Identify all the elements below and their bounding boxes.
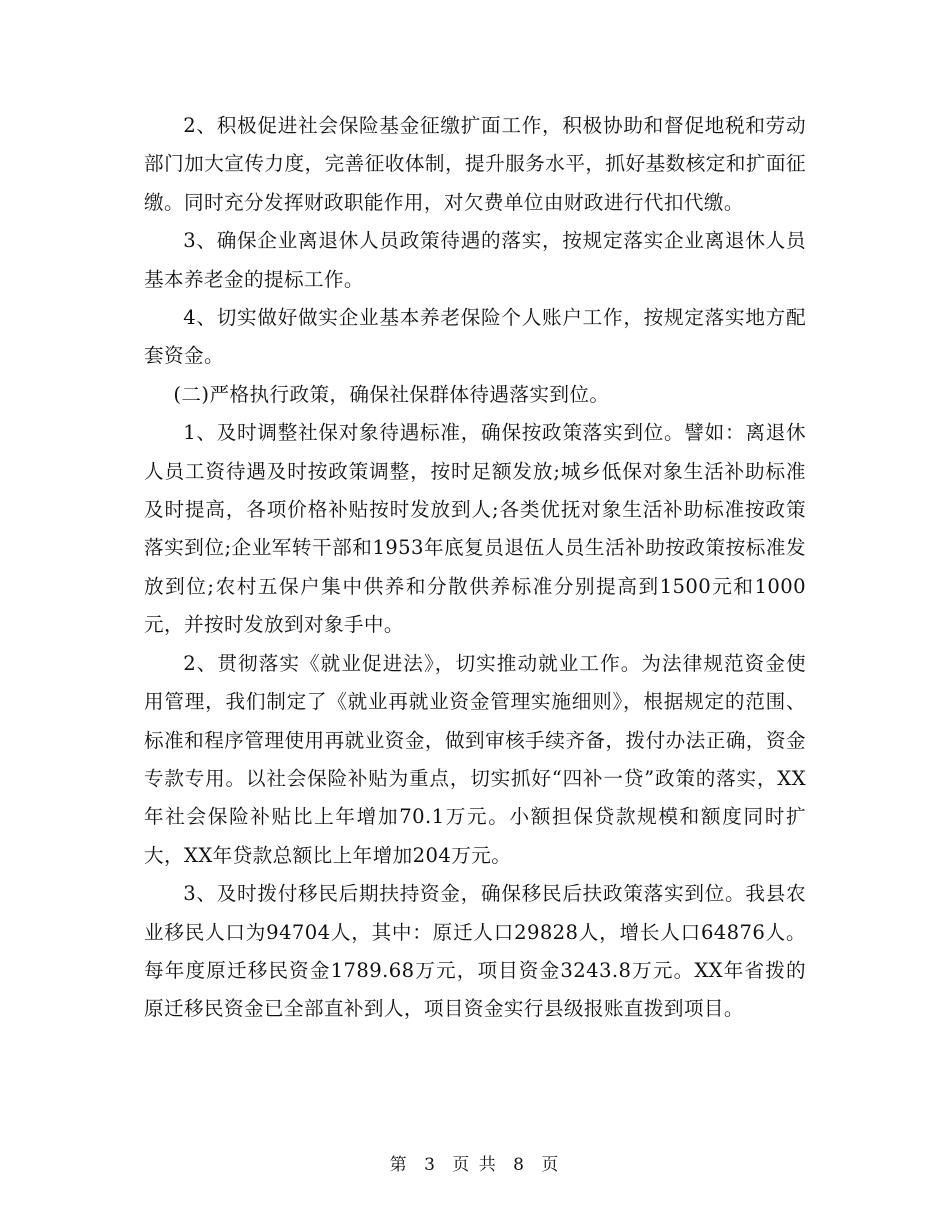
footer-middle: 页 共 (452, 1155, 498, 1175)
paragraph-item-3: 3、确保企业离退休人员政策待遇的落实，按规定落实企业离退休人员基本养老金的提标工作。 (144, 229, 806, 291)
total-pages: 8 (513, 1155, 526, 1175)
paragraph-subitem-1: 1、及时调整社保对象待遇标准，确保按政策落实到位。譬如：离退休人员工资待遇及时按政策调整，按时足额发放;城乡低保对象生活补助标准及时提高，各项价格补贴按时发放到人;各类优抚对象生活补助标准按政策落实到位;企业军转干部和1953年底复员退伍人员生活补助按政策按标准发放到位;农村五保户集中供养和分散供养标准分别提高到1500元和1000元，并按时发放到对象手中。 (144, 421, 806, 637)
paragraph-item-4: 4、切实做好做实企业基本养老保险个人账户工作，按规定落实地方配套资金。 (144, 306, 806, 368)
paragraph-subitem-2: 2、贯彻落实《就业促进法》，切实推动就业工作。为法律规范资金使用管理，我们制定了《就业再就业资金管理实施细则》，根据规定的范围、标准和程序管理使用再就业资金，做到审核手续齐备，拨付办法正确，资金专款专用。以社会保险补贴为重点，切实抓好“四补一贷”政策的落实，XX年社会保险补贴比上年增加70.1万元。小额担保贷款规模和额度同时扩大，XX年贷款总额比上年增加204万元。 (144, 651, 806, 867)
page-footer (0, 1150, 950, 1175)
section-heading: (二)严格执行政策，确保社保群体待遇落实到位。 (173, 382, 610, 406)
footer-suffix: 页 (541, 1155, 561, 1175)
page-number: 3 (424, 1155, 437, 1175)
footer-prefix: 第 (389, 1155, 409, 1175)
paragraph-item-2: 2、积极促进社会保险基金征缴扩面工作，积极协助和督促地税和劳动部门加大宣传力度，完善征收体制，提升服务水平，抓好基数核定和扩面征缴。同时充分发挥财政职能作用，对欠费单位由财政进行代扣代缴。 (144, 114, 806, 214)
document-body (144, 107, 806, 1029)
paragraph-subitem-3: 3、及时拨付移民后期扶持资金，确保移民后扶政策落实到位。我县农业移民人口为94704人，其中：原迁人口29828人，增长人口64876人。每年度原迁移民资金1789.68万元，项目资金3243.8万元。XX年省拨的原迁移民资金已全部直补到人，项目资金实行县级报账直拨到项目。 (144, 882, 806, 1021)
